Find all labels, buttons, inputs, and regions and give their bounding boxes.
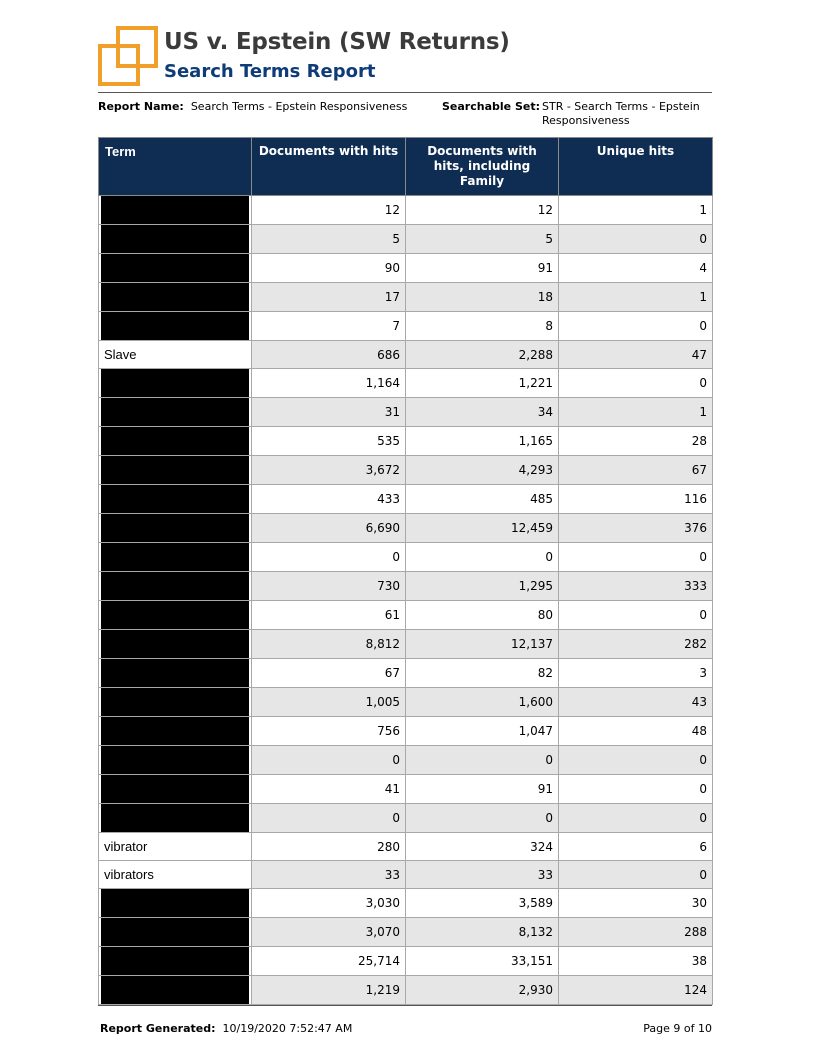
cell-unique-hits: 6 (559, 833, 713, 861)
cell-documents-with-hits: 0 (252, 804, 406, 833)
cell-unique-hits: 0 (559, 861, 713, 889)
cell-unique-hits: 333 (559, 572, 713, 601)
cell-documents-with-hits-including-family: 82 (406, 659, 559, 688)
cell-unique-hits: 48 (559, 717, 713, 746)
cell-documents-with-hits: 0 (252, 543, 406, 572)
redaction-block (101, 514, 249, 542)
table-row (99, 196, 713, 225)
cell-unique-hits: 282 (559, 630, 713, 659)
cell-term (99, 427, 252, 456)
report-generated-label: Report Generated: (100, 1022, 216, 1035)
cell-documents-with-hits-including-family: 12 (406, 196, 559, 225)
searchable-set-label: Searchable Set: (442, 100, 540, 113)
redaction-block (101, 398, 249, 426)
cell-documents-with-hits: 31 (252, 398, 406, 427)
redaction-block (101, 717, 249, 745)
cell-documents-with-hits-including-family: 80 (406, 601, 559, 630)
redaction-block (101, 775, 249, 803)
cell-unique-hits: 3 (559, 659, 713, 688)
cell-documents-with-hits: 25,714 (252, 947, 406, 976)
cell-unique-hits: 67 (559, 456, 713, 485)
cell-documents-with-hits-including-family: 91 (406, 775, 559, 804)
cell-documents-with-hits-including-family: 33,151 (406, 947, 559, 976)
cell-unique-hits: 376 (559, 514, 713, 543)
table-row (99, 976, 713, 1005)
column-header-documents-with-hits-including-family: Documents with hits, including Family (406, 138, 559, 196)
redaction-block (101, 947, 249, 975)
table-row (99, 341, 713, 369)
report-name (98, 100, 407, 113)
cell-documents-with-hits: 3,070 (252, 918, 406, 947)
cell-documents-with-hits-including-family: 1,600 (406, 688, 559, 717)
cell-documents-with-hits-including-family: 8,132 (406, 918, 559, 947)
cell-documents-with-hits: 1,219 (252, 976, 406, 1005)
redaction-block (101, 283, 249, 311)
cell-documents-with-hits: 1,005 (252, 688, 406, 717)
cell-documents-with-hits: 3,030 (252, 889, 406, 918)
cell-term (99, 225, 252, 254)
search-terms-table (98, 137, 713, 1005)
cell-documents-with-hits: 5 (252, 225, 406, 254)
cell-term (99, 543, 252, 572)
table-row (99, 369, 713, 398)
table-row (99, 688, 713, 717)
cell-term (99, 369, 252, 398)
redaction-block (101, 804, 249, 832)
header-divider (98, 92, 712, 93)
redaction-block (101, 918, 249, 946)
cell-term (99, 976, 252, 1005)
cell-documents-with-hits: 686 (252, 341, 406, 369)
redaction-block (101, 543, 249, 571)
cell-documents-with-hits-including-family: 0 (406, 746, 559, 775)
table-row (99, 889, 713, 918)
cell-documents-with-hits: 17 (252, 283, 406, 312)
redaction-block (101, 254, 249, 282)
redaction-block (101, 746, 249, 774)
redaction-block (101, 485, 249, 513)
cell-documents-with-hits: 61 (252, 601, 406, 630)
cell-term (99, 572, 252, 601)
cell-documents-with-hits: 6,690 (252, 514, 406, 543)
cell-unique-hits: 4 (559, 254, 713, 283)
cell-unique-hits: 47 (559, 341, 713, 369)
table-row (99, 775, 713, 804)
table-row (99, 543, 713, 572)
table-row (99, 861, 713, 889)
searchable-set-value: STR - Search Terms - Epstein Responsiveness (542, 100, 700, 127)
table-row (99, 572, 713, 601)
table-row (99, 398, 713, 427)
page-number: Page 9 of 10 (643, 1022, 712, 1035)
table-row (99, 514, 713, 543)
cell-documents-with-hits: 67 (252, 659, 406, 688)
cell-documents-with-hits-including-family: 1,165 (406, 427, 559, 456)
column-header-term: Term (99, 138, 252, 196)
table-row (99, 746, 713, 775)
cell-documents-with-hits: 1,164 (252, 369, 406, 398)
table-row (99, 833, 713, 861)
cell-documents-with-hits: 3,672 (252, 456, 406, 485)
table-header-row (99, 138, 713, 196)
cell-documents-with-hits: 535 (252, 427, 406, 456)
table-row (99, 485, 713, 514)
footer-divider (98, 1005, 712, 1006)
cell-term: Slave (99, 341, 252, 369)
cell-term (99, 775, 252, 804)
redaction-block (101, 630, 249, 658)
table-row (99, 717, 713, 746)
cell-term (99, 717, 252, 746)
cell-documents-with-hits-including-family: 3,589 (406, 889, 559, 918)
cell-term (99, 947, 252, 976)
cell-term (99, 514, 252, 543)
cell-unique-hits: 0 (559, 804, 713, 833)
cell-documents-with-hits: 12 (252, 196, 406, 225)
cell-term: vibrator (99, 833, 252, 861)
cell-documents-with-hits-including-family: 34 (406, 398, 559, 427)
redaction-block (101, 889, 249, 917)
cell-documents-with-hits-including-family: 1,047 (406, 717, 559, 746)
cell-term (99, 889, 252, 918)
redaction-block (101, 225, 249, 253)
cell-unique-hits: 0 (559, 601, 713, 630)
cell-unique-hits: 38 (559, 947, 713, 976)
cell-documents-with-hits-including-family: 1,221 (406, 369, 559, 398)
table-row (99, 947, 713, 976)
cell-documents-with-hits: 33 (252, 861, 406, 889)
table-row (99, 456, 713, 485)
cell-term (99, 283, 252, 312)
redaction-block (101, 312, 249, 340)
cell-documents-with-hits-including-family: 4,293 (406, 456, 559, 485)
cell-term (99, 688, 252, 717)
cell-unique-hits: 1 (559, 283, 713, 312)
cell-documents-with-hits-including-family: 12,137 (406, 630, 559, 659)
table-row (99, 804, 713, 833)
report-name-label: Report Name: (98, 100, 184, 113)
cell-unique-hits: 0 (559, 775, 713, 804)
table-row (99, 427, 713, 456)
cell-documents-with-hits-including-family: 485 (406, 485, 559, 514)
redaction-block (101, 369, 249, 397)
cell-documents-with-hits-including-family: 0 (406, 543, 559, 572)
cell-unique-hits: 43 (559, 688, 713, 717)
cell-documents-with-hits: 8,812 (252, 630, 406, 659)
redaction-block (101, 196, 249, 224)
cell-documents-with-hits-including-family: 91 (406, 254, 559, 283)
cell-documents-with-hits: 730 (252, 572, 406, 601)
cell-documents-with-hits-including-family: 33 (406, 861, 559, 889)
cell-term (99, 312, 252, 341)
column-header-unique-hits: Unique hits (559, 138, 713, 196)
cell-documents-with-hits: 433 (252, 485, 406, 514)
table-row (99, 918, 713, 947)
table-row (99, 312, 713, 341)
cell-unique-hits: 0 (559, 369, 713, 398)
report-generated (100, 1022, 352, 1035)
cell-term (99, 485, 252, 514)
cell-documents-with-hits: 756 (252, 717, 406, 746)
cell-term (99, 601, 252, 630)
cell-unique-hits: 0 (559, 312, 713, 341)
cell-term: vibrators (99, 861, 252, 889)
table-row (99, 659, 713, 688)
cell-term (99, 918, 252, 947)
cell-documents-with-hits-including-family: 2,288 (406, 341, 559, 369)
redaction-block (101, 601, 249, 629)
redaction-block (101, 427, 249, 455)
cell-documents-with-hits-including-family: 324 (406, 833, 559, 861)
cell-documents-with-hits-including-family: 2,930 (406, 976, 559, 1005)
redaction-block (101, 456, 249, 484)
cell-unique-hits: 30 (559, 889, 713, 918)
cell-unique-hits: 0 (559, 543, 713, 572)
cell-term (99, 659, 252, 688)
cell-unique-hits: 28 (559, 427, 713, 456)
cell-documents-with-hits-including-family: 12,459 (406, 514, 559, 543)
cell-documents-with-hits-including-family: 0 (406, 804, 559, 833)
cell-unique-hits: 124 (559, 976, 713, 1005)
table-row (99, 601, 713, 630)
cell-unique-hits: 116 (559, 485, 713, 514)
cell-documents-with-hits-including-family: 1,295 (406, 572, 559, 601)
cell-unique-hits: 1 (559, 398, 713, 427)
cell-documents-with-hits-including-family: 5 (406, 225, 559, 254)
cell-documents-with-hits-including-family: 18 (406, 283, 559, 312)
cell-documents-with-hits: 7 (252, 312, 406, 341)
table-row (99, 225, 713, 254)
cell-unique-hits: 288 (559, 918, 713, 947)
table-row (99, 283, 713, 312)
cell-documents-with-hits: 41 (252, 775, 406, 804)
report-name-value: Search Terms - Epstein Responsiveness (190, 100, 408, 113)
cell-unique-hits: 1 (559, 196, 713, 225)
table-row (99, 254, 713, 283)
cell-term (99, 398, 252, 427)
column-header-documents-with-hits: Documents with hits (252, 138, 406, 196)
cell-term (99, 630, 252, 659)
cell-unique-hits: 0 (559, 225, 713, 254)
cell-unique-hits: 0 (559, 746, 713, 775)
cell-term (99, 804, 252, 833)
cell-documents-with-hits: 0 (252, 746, 406, 775)
redaction-block (101, 976, 249, 1004)
cell-term (99, 746, 252, 775)
report-generated-value: 10/19/2020 7:52:47 AM (222, 1022, 353, 1035)
table-row (99, 630, 713, 659)
cell-documents-with-hits-including-family: 8 (406, 312, 559, 341)
report-subtitle: Search Terms Report (164, 61, 376, 82)
redaction-block (101, 659, 249, 687)
cell-documents-with-hits: 280 (252, 833, 406, 861)
logo-icon (98, 26, 158, 86)
redaction-block (101, 688, 249, 716)
cell-term (99, 196, 252, 225)
cell-documents-with-hits: 90 (252, 254, 406, 283)
cell-term (99, 456, 252, 485)
cell-term (99, 254, 252, 283)
redaction-block (101, 572, 249, 600)
report-title: US v. Epstein (SW Returns) (164, 29, 510, 55)
